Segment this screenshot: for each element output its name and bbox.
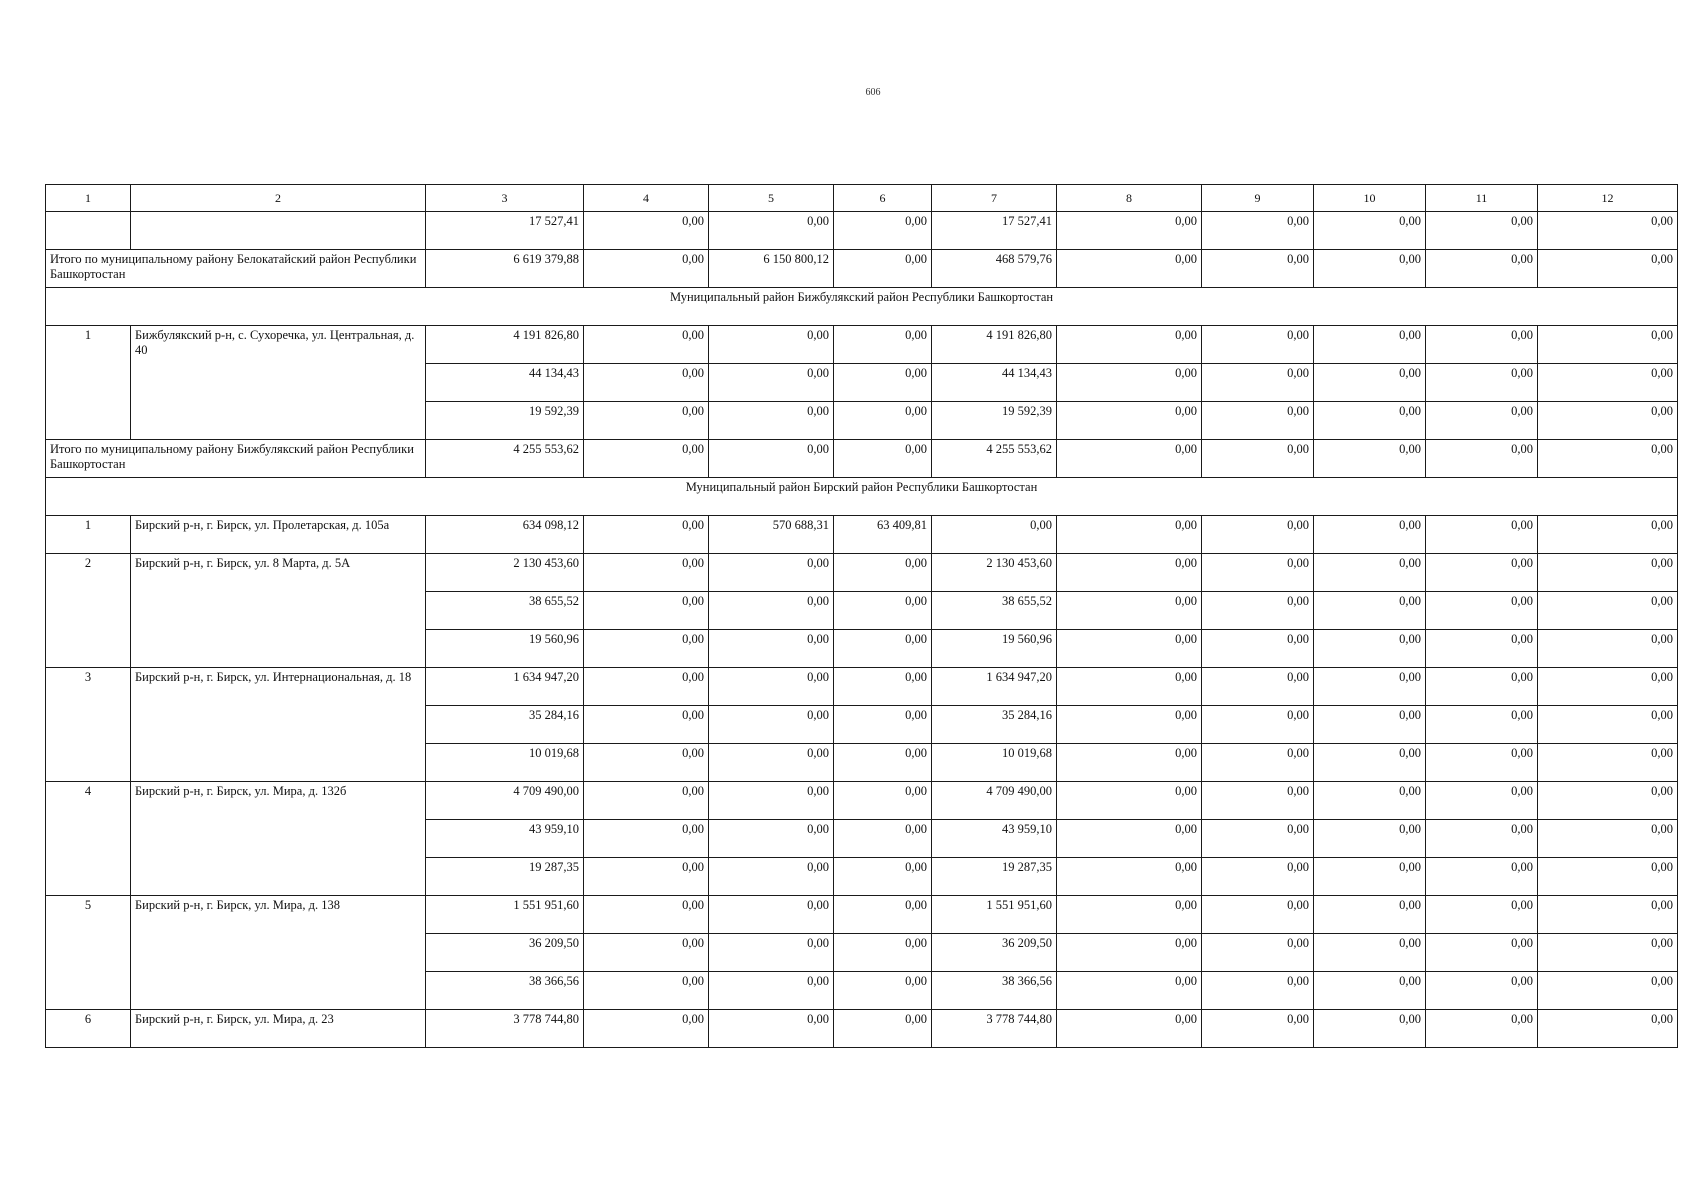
amount-cell: 0,00 [834, 592, 932, 630]
amount-cell: 0,00 [584, 744, 709, 782]
amount-cell: 0,00 [1202, 858, 1314, 896]
amount-cell: 0,00 [834, 858, 932, 896]
amount-cell: 6 619 379,88 [426, 250, 584, 288]
amount-cell: 0,00 [709, 1010, 834, 1048]
amount-cell: 0,00 [834, 364, 932, 402]
amount-cell: 0,00 [1202, 212, 1314, 250]
amount-cell: 0,00 [1057, 592, 1202, 630]
amount-cell: 0,00 [584, 972, 709, 1010]
amount-cell: 0,00 [1314, 516, 1426, 554]
amount-cell: 0,00 [834, 820, 932, 858]
amount-cell: 0,00 [1314, 668, 1426, 706]
amount-cell: 0,00 [1426, 402, 1538, 440]
funding-table [45, 184, 1678, 1048]
amount-cell: 0,00 [1538, 668, 1678, 706]
amount-cell: 36 209,50 [932, 934, 1057, 972]
amount-cell: 1 634 947,20 [426, 668, 584, 706]
amount-cell: 63 409,81 [834, 516, 932, 554]
amount-cell: 44 134,43 [932, 364, 1057, 402]
column-number: 2 [131, 185, 426, 212]
amount-cell: 0,00 [1202, 896, 1314, 934]
amount-cell: 0,00 [1538, 706, 1678, 744]
amount-cell: 0,00 [1057, 782, 1202, 820]
amount-cell: 0,00 [709, 364, 834, 402]
amount-cell: 0,00 [1057, 896, 1202, 934]
amount-cell: 0,00 [709, 212, 834, 250]
amount-cell: 0,00 [709, 972, 834, 1010]
amount-cell: 4 255 553,62 [426, 440, 584, 478]
amount-cell: 468 579,76 [932, 250, 1057, 288]
amount-cell: 0,00 [1057, 212, 1202, 250]
amount-cell: 0,00 [1057, 668, 1202, 706]
amount-cell: 0,00 [1314, 326, 1426, 364]
amount-cell: 0,00 [1538, 440, 1678, 478]
row-index: 1 [46, 326, 131, 440]
amount-cell: 0,00 [1202, 554, 1314, 592]
row-index: 5 [46, 896, 131, 1010]
amount-cell: 1 551 951,60 [426, 896, 584, 934]
amount-cell: 0,00 [709, 744, 834, 782]
amount-cell: 0,00 [1426, 896, 1538, 934]
amount-cell: 0,00 [1538, 364, 1678, 402]
amount-cell: 0,00 [834, 1010, 932, 1048]
amount-cell: 38 366,56 [426, 972, 584, 1010]
amount-cell: 4 255 553,62 [932, 440, 1057, 478]
amount-cell: 43 959,10 [426, 820, 584, 858]
object-address: Бирский р-н, г. Бирск, ул. Пролетарская, д. 105а [131, 516, 426, 554]
amount-cell: 0,00 [1057, 402, 1202, 440]
amount-cell: 0,00 [1314, 934, 1426, 972]
amount-cell: 0,00 [1202, 972, 1314, 1010]
column-number-row [46, 185, 1678, 212]
amount-cell: 0,00 [1057, 706, 1202, 744]
amount-cell: 0,00 [1538, 744, 1678, 782]
table-row [46, 212, 1678, 250]
amount-cell: 0,00 [709, 630, 834, 668]
amount-cell: 0,00 [1057, 440, 1202, 478]
amount-cell: 19 287,35 [426, 858, 584, 896]
amount-cell: 0,00 [1202, 744, 1314, 782]
amount-cell: 35 284,16 [932, 706, 1057, 744]
amount-cell: 0,00 [709, 934, 834, 972]
amount-cell: 0,00 [1538, 554, 1678, 592]
amount-cell: 0,00 [1314, 402, 1426, 440]
amount-cell: 0,00 [1426, 934, 1538, 972]
amount-cell: 19 592,39 [932, 402, 1057, 440]
amount-cell: 4 191 826,80 [932, 326, 1057, 364]
amount-cell: 38 655,52 [932, 592, 1057, 630]
amount-cell: 0,00 [834, 440, 932, 478]
object-address: Бирский р-н, г. Бирск, ул. 8 Марта, д. 5А [131, 554, 426, 668]
amount-cell: 0,00 [1538, 592, 1678, 630]
amount-cell: 0,00 [1538, 326, 1678, 364]
amount-cell: 0,00 [834, 212, 932, 250]
amount-cell: 0,00 [1538, 934, 1678, 972]
amount-cell: 0,00 [1314, 554, 1426, 592]
amount-cell: 0,00 [1426, 744, 1538, 782]
amount-cell: 0,00 [1057, 250, 1202, 288]
amount-cell: 0,00 [1538, 630, 1678, 668]
amount-cell: 0,00 [1314, 592, 1426, 630]
row-index: 2 [46, 554, 131, 668]
amount-cell: 0,00 [1538, 516, 1678, 554]
amount-cell: 17 527,41 [426, 212, 584, 250]
amount-cell: 0,00 [1202, 630, 1314, 668]
column-number: 7 [932, 185, 1057, 212]
amount-cell: 0,00 [1057, 820, 1202, 858]
table-row [46, 326, 1678, 364]
amount-cell: 10 019,68 [932, 744, 1057, 782]
amount-cell: 1 551 951,60 [932, 896, 1057, 934]
amount-cell: 0,00 [1057, 1010, 1202, 1048]
column-number: 9 [1202, 185, 1314, 212]
amount-cell: 4 709 490,00 [932, 782, 1057, 820]
amount-cell: 43 959,10 [932, 820, 1057, 858]
amount-cell: 0,00 [1426, 782, 1538, 820]
amount-cell: 0,00 [1426, 516, 1538, 554]
amount-cell: 0,00 [709, 820, 834, 858]
total-label: Итого по муниципальному району Белокатайский район Республики Башкортостан [46, 250, 426, 288]
amount-cell: 0,00 [834, 630, 932, 668]
table-row [46, 668, 1678, 706]
amount-cell: 0,00 [1426, 706, 1538, 744]
amount-cell: 0,00 [1202, 364, 1314, 402]
amount-cell: 0,00 [1202, 934, 1314, 972]
amount-cell: 0,00 [1202, 782, 1314, 820]
table-row [46, 1010, 1678, 1048]
section-title: Муниципальный район Бижбулякский район Республики Башкортостан [46, 288, 1678, 326]
amount-cell: 0,00 [1426, 820, 1538, 858]
amount-cell: 0,00 [709, 668, 834, 706]
amount-cell: 0,00 [1314, 896, 1426, 934]
amount-cell: 0,00 [1314, 1010, 1426, 1048]
amount-cell: 0,00 [1314, 858, 1426, 896]
amount-cell: 0,00 [584, 592, 709, 630]
amount-cell: 36 209,50 [426, 934, 584, 972]
amount-cell: 0,00 [1426, 972, 1538, 1010]
column-number: 1 [46, 185, 131, 212]
amount-cell: 0,00 [834, 250, 932, 288]
amount-cell: 3 778 744,80 [426, 1010, 584, 1048]
amount-cell: 2 130 453,60 [426, 554, 584, 592]
amount-cell: 0,00 [1538, 782, 1678, 820]
amount-cell: 0,00 [1202, 592, 1314, 630]
amount-cell: 0,00 [1426, 212, 1538, 250]
amount-cell: 0,00 [1314, 440, 1426, 478]
amount-cell: 0,00 [584, 630, 709, 668]
amount-cell: 0,00 [709, 782, 834, 820]
column-number: 8 [1057, 185, 1202, 212]
amount-cell: 19 560,96 [426, 630, 584, 668]
amount-cell: 19 592,39 [426, 402, 584, 440]
total-label: Итого по муниципальному району Бижбулякский район Республики Башкортостан [46, 440, 426, 478]
amount-cell: 0,00 [1314, 744, 1426, 782]
amount-cell: 0,00 [709, 592, 834, 630]
object-address: Бирский р-н, г. Бирск, ул. Мира, д. 138 [131, 896, 426, 1010]
amount-cell: 0,00 [1538, 858, 1678, 896]
table-row [46, 782, 1678, 820]
amount-cell: 0,00 [1057, 972, 1202, 1010]
amount-cell: 0,00 [584, 934, 709, 972]
amount-cell: 0,00 [584, 896, 709, 934]
column-number: 4 [584, 185, 709, 212]
amount-cell: 0,00 [834, 554, 932, 592]
amount-cell: 10 019,68 [426, 744, 584, 782]
amount-cell: 0,00 [1314, 820, 1426, 858]
amount-cell: 0,00 [1538, 402, 1678, 440]
amount-cell: 0,00 [584, 1010, 709, 1048]
object-address: Бижбулякский р-н, с. Сухоречка, ул. Центральная, д. 40 [131, 326, 426, 440]
amount-cell: 0,00 [584, 820, 709, 858]
amount-cell: 0,00 [584, 212, 709, 250]
amount-cell: 0,00 [584, 440, 709, 478]
column-number: 5 [709, 185, 834, 212]
amount-cell: 0,00 [1314, 972, 1426, 1010]
amount-cell: 0,00 [834, 896, 932, 934]
amount-cell: 19 287,35 [932, 858, 1057, 896]
amount-cell: 0,00 [1057, 934, 1202, 972]
amount-cell: 0,00 [1538, 972, 1678, 1010]
amount-cell: 0,00 [1202, 706, 1314, 744]
amount-cell: 0,00 [1538, 1010, 1678, 1048]
amount-cell: 0,00 [1314, 364, 1426, 402]
amount-cell: 0,00 [1426, 326, 1538, 364]
page-number: 606 [865, 87, 881, 98]
column-number: 12 [1538, 185, 1678, 212]
amount-cell: 0,00 [709, 402, 834, 440]
amount-cell: 0,00 [1538, 250, 1678, 288]
amount-cell: 1 634 947,20 [932, 668, 1057, 706]
amount-cell: 0,00 [584, 668, 709, 706]
amount-cell: 2 130 453,60 [932, 554, 1057, 592]
amount-cell: 0,00 [834, 668, 932, 706]
object-address: Бирский р-н, г. Бирск, ул. Интернациональная, д. 18 [131, 668, 426, 782]
row-index: 3 [46, 668, 131, 782]
object-address: Бирский р-н, г. Бирск, ул. Мира, д. 23 [131, 1010, 426, 1048]
amount-cell: 0,00 [1314, 706, 1426, 744]
column-number: 3 [426, 185, 584, 212]
table-body [46, 185, 1678, 1048]
amount-cell: 0,00 [1202, 250, 1314, 288]
amount-cell: 35 284,16 [426, 706, 584, 744]
amount-cell: 0,00 [1426, 554, 1538, 592]
row-index: 1 [46, 516, 131, 554]
amount-cell: 0,00 [709, 554, 834, 592]
amount-cell: 0,00 [834, 706, 932, 744]
amount-cell: 0,00 [1057, 858, 1202, 896]
amount-cell: 0,00 [1426, 668, 1538, 706]
amount-cell: 0,00 [1202, 668, 1314, 706]
total-row [46, 250, 1678, 288]
object-address: Бирский р-н, г. Бирск, ул. Мира, д. 132б [131, 782, 426, 896]
amount-cell: 634 098,12 [426, 516, 584, 554]
amount-cell: 0,00 [1426, 364, 1538, 402]
amount-cell: 0,00 [834, 402, 932, 440]
amount-cell: 38 366,56 [932, 972, 1057, 1010]
amount-cell: 0,00 [1538, 896, 1678, 934]
amount-cell: 0,00 [1057, 630, 1202, 668]
amount-cell: 0,00 [834, 972, 932, 1010]
amount-cell: 0,00 [1314, 250, 1426, 288]
amount-cell: 38 655,52 [426, 592, 584, 630]
amount-cell: 0,00 [1057, 744, 1202, 782]
amount-cell: 44 134,43 [426, 364, 584, 402]
section-header-row [46, 478, 1678, 516]
amount-cell: 0,00 [932, 516, 1057, 554]
amount-cell: 4 191 826,80 [426, 326, 584, 364]
amount-cell: 0,00 [584, 516, 709, 554]
amount-cell: 0,00 [1426, 592, 1538, 630]
amount-cell: 0,00 [1426, 1010, 1538, 1048]
amount-cell: 0,00 [584, 706, 709, 744]
amount-cell: 0,00 [1538, 820, 1678, 858]
amount-cell: 0,00 [1202, 402, 1314, 440]
total-row [46, 440, 1678, 478]
section-header-row [46, 288, 1678, 326]
amount-cell: 0,00 [1426, 250, 1538, 288]
amount-cell: 0,00 [1057, 554, 1202, 592]
amount-cell: 0,00 [584, 858, 709, 896]
amount-cell: 0,00 [1202, 820, 1314, 858]
row-index: 6 [46, 1010, 131, 1048]
table-row [46, 516, 1678, 554]
amount-cell: 0,00 [834, 326, 932, 364]
column-number: 11 [1426, 185, 1538, 212]
amount-cell: 0,00 [834, 744, 932, 782]
amount-cell: 0,00 [709, 858, 834, 896]
amount-cell: 0,00 [1202, 516, 1314, 554]
amount-cell: 0,00 [1314, 630, 1426, 668]
amount-cell: 0,00 [709, 326, 834, 364]
amount-cell: 19 560,96 [932, 630, 1057, 668]
amount-cell: 0,00 [584, 250, 709, 288]
amount-cell: 0,00 [1202, 440, 1314, 478]
column-number: 6 [834, 185, 932, 212]
amount-cell: 0,00 [1202, 326, 1314, 364]
amount-cell: 0,00 [584, 402, 709, 440]
row-index [46, 212, 131, 250]
amount-cell: 0,00 [709, 440, 834, 478]
table-row [46, 896, 1678, 934]
amount-cell: 0,00 [1057, 516, 1202, 554]
amount-cell: 0,00 [709, 706, 834, 744]
section-title: Муниципальный район Бирский район Республики Башкортостан [46, 478, 1678, 516]
amount-cell: 0,00 [1426, 630, 1538, 668]
amount-cell: 570 688,31 [709, 516, 834, 554]
amount-cell: 0,00 [1314, 212, 1426, 250]
amount-cell: 0,00 [584, 364, 709, 402]
amount-cell: 0,00 [1057, 364, 1202, 402]
column-number: 10 [1314, 185, 1426, 212]
object-address [131, 212, 426, 250]
table-row [46, 554, 1678, 592]
amount-cell: 0,00 [1426, 858, 1538, 896]
amount-cell: 6 150 800,12 [709, 250, 834, 288]
amount-cell: 17 527,41 [932, 212, 1057, 250]
amount-cell: 0,00 [584, 782, 709, 820]
row-index: 4 [46, 782, 131, 896]
amount-cell: 3 778 744,80 [932, 1010, 1057, 1048]
amount-cell: 0,00 [584, 326, 709, 364]
amount-cell: 0,00 [1426, 440, 1538, 478]
amount-cell: 0,00 [834, 782, 932, 820]
amount-cell: 0,00 [1202, 1010, 1314, 1048]
amount-cell: 0,00 [584, 554, 709, 592]
amount-cell: 0,00 [1538, 212, 1678, 250]
amount-cell: 0,00 [1314, 782, 1426, 820]
amount-cell: 4 709 490,00 [426, 782, 584, 820]
amount-cell: 0,00 [834, 934, 932, 972]
amount-cell: 0,00 [709, 896, 834, 934]
amount-cell: 0,00 [1057, 326, 1202, 364]
